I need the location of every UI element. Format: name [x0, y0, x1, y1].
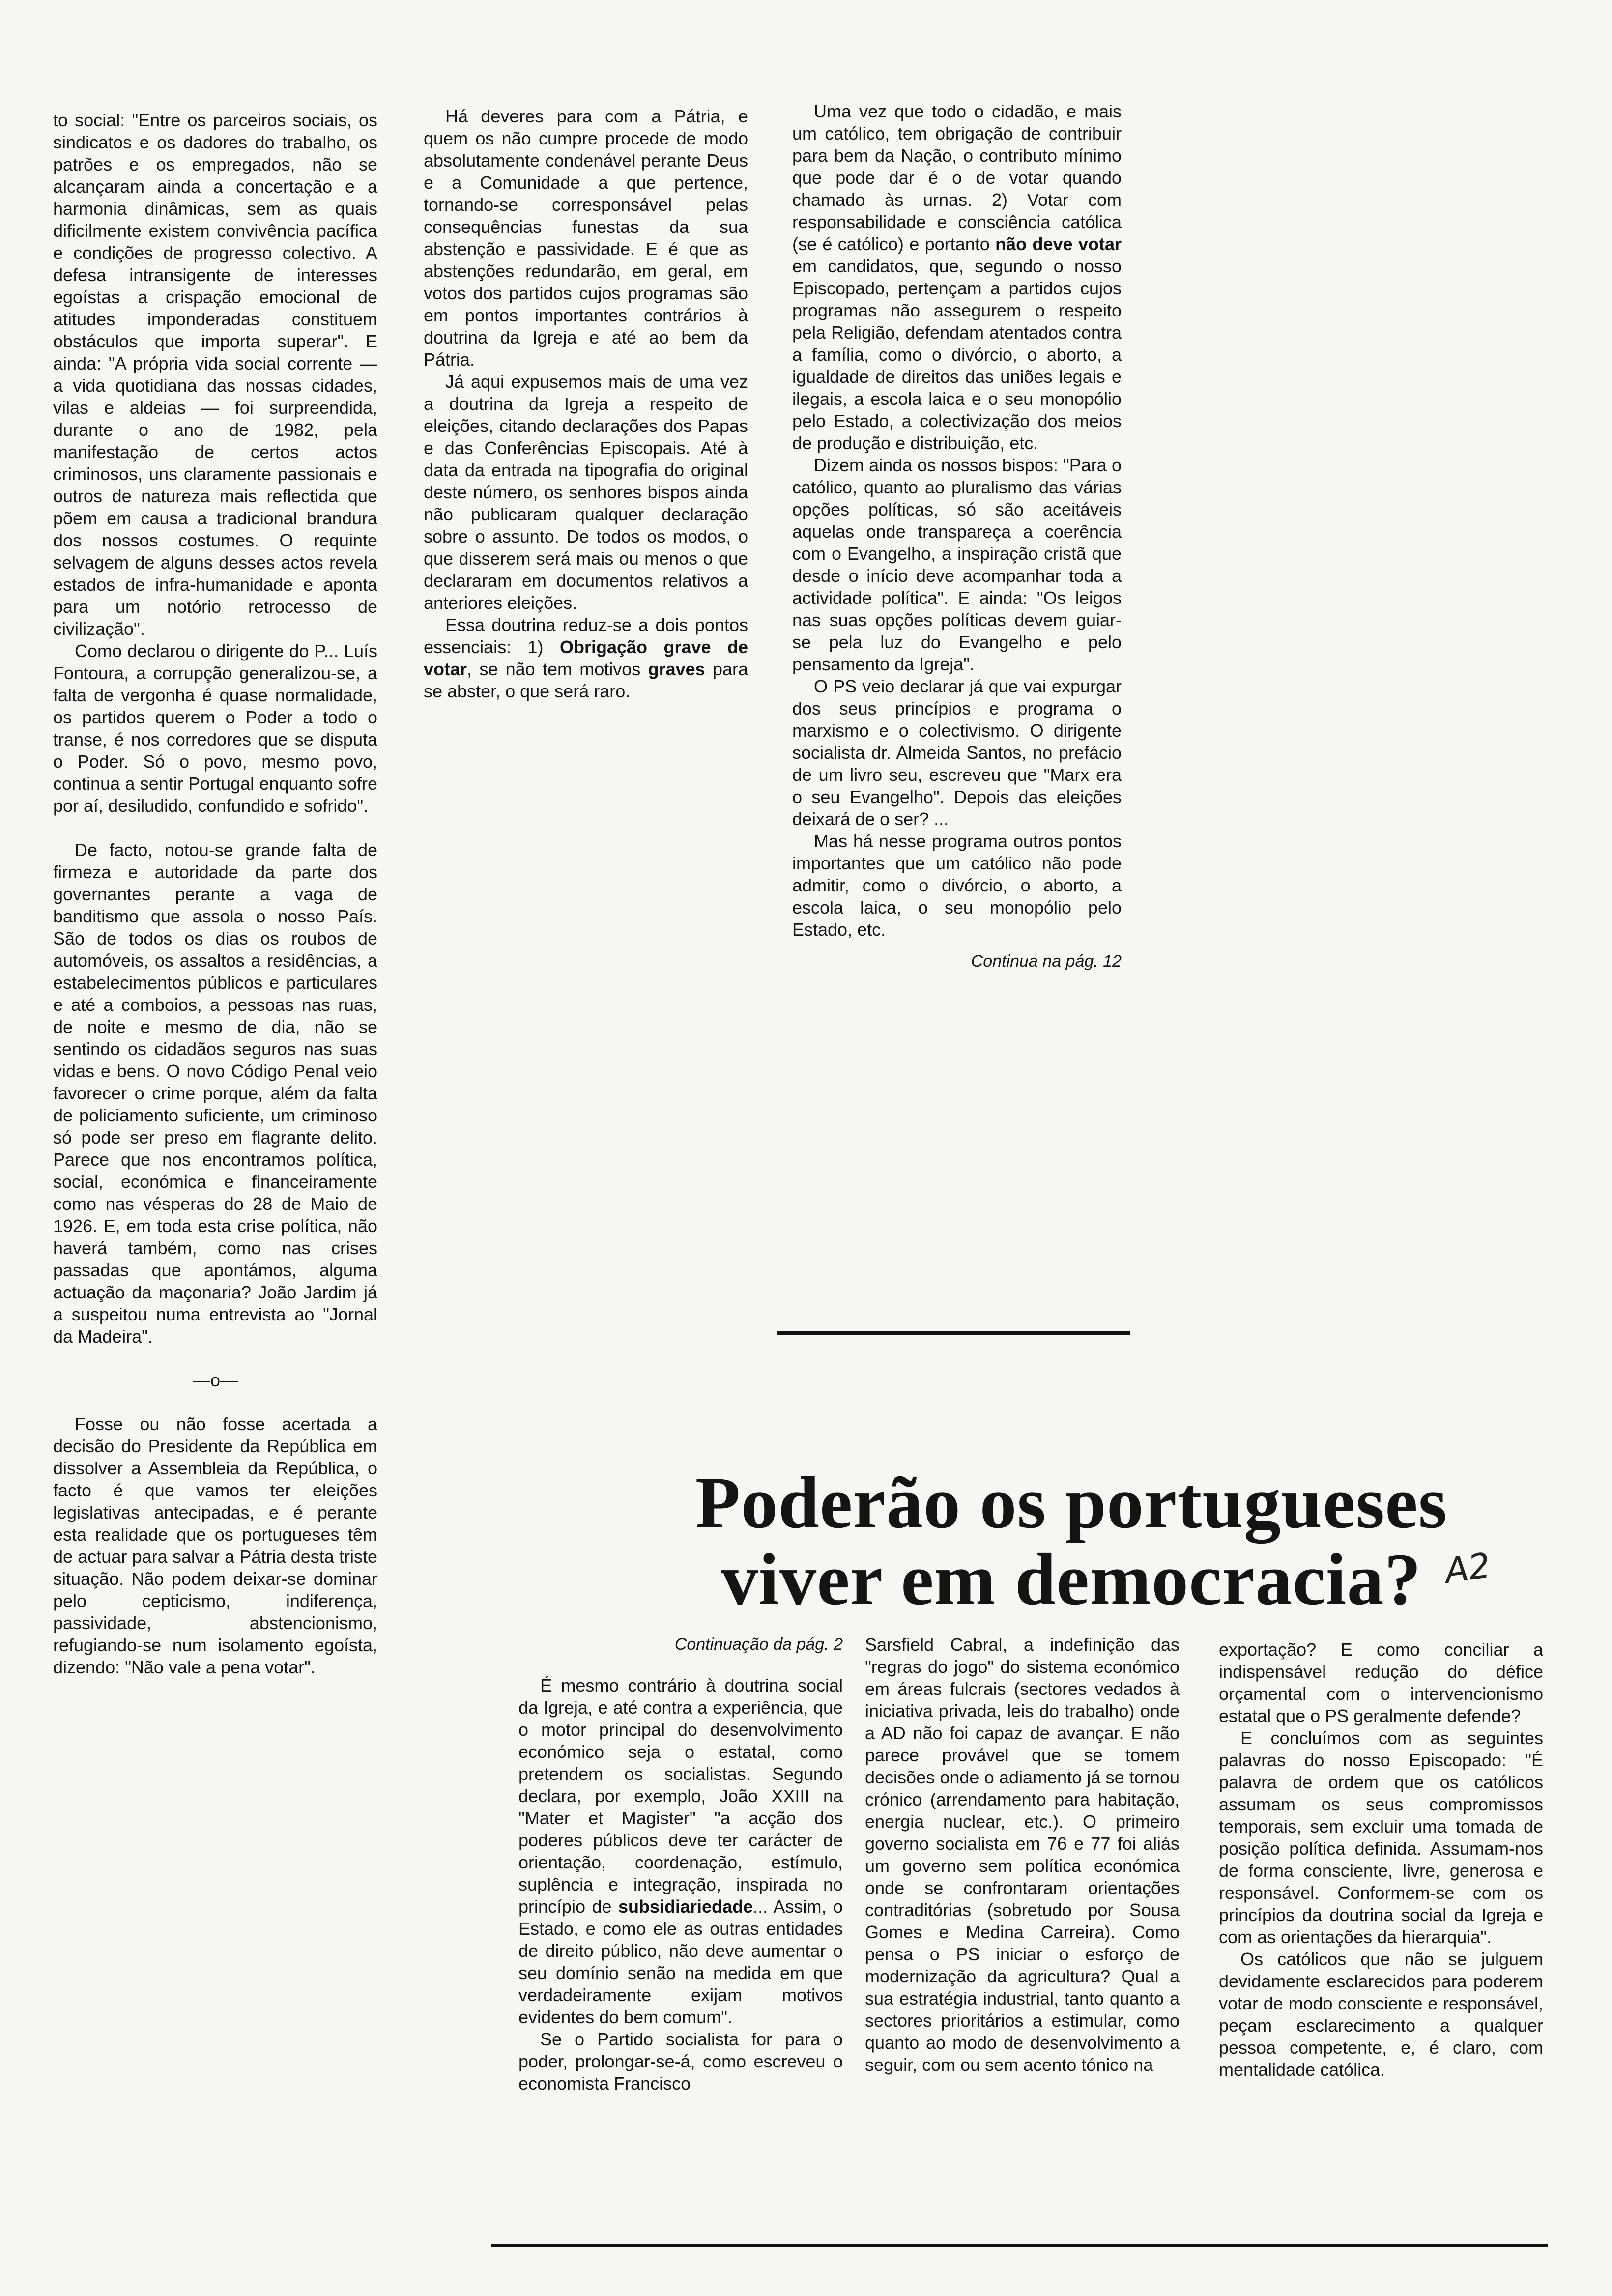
handwritten-mark: A2 [1442, 1545, 1493, 1592]
column-end-rule [777, 1331, 1130, 1335]
col3-paragraph-3: O PS veio declarar já que vai expurgar dos seus princípios e programa o marxismo e o colectivismo. O dirigente socialista dr. Almeida Santos, no prefácio de um livro seu, escreveu que "Marx era o seu Evangelho". Depois das eleições deixará de o ser? ... [792, 676, 1122, 829]
continued-from-note: Continuação da pág. 2 [674, 1635, 843, 1654]
section-separator: —o— [192, 1370, 238, 1390]
col3-paragraph-2: Dizem ainda os nossos bispos: "Para o católico, quanto ao pluralismo das várias opções políticas, só são aceitáveis aquelas onde transpareça a coerência com o Evangelho, a inspiração cristã que desde o início deve acompanhar toda a actividade política". E ainda: "Os leigos nas suas opções políticas devem guiar-se pela luz do Evangelho e pelo pensamento da Igreja". [792, 455, 1122, 674]
article2-column-b [865, 1634, 1180, 2076]
article2-paragraph-5: E concluímos com as seguintes palavras do nosso Episcopado: "É palavra de ordem que os católicos assumam os seus compromissos temporais, sem excluir uma tomada de posição política definida. Assumam-nos de forma consciente, livre, generosa e responsável. Conformem-se com os princípios da doutrina social da Igreja e com as orientações da hierarquia". [1219, 1728, 1543, 1947]
article2-paragraph-3: Sarsfield Cabral, a indefinição das "regras do jogo" do sistema económico em áreas fulcrais (sectores vedados à iniciativa privada, leis do trabalho) onde a AD não foi capaz de avançar. E não parece provável que se tomem decisões onde o adiamento já se tornou crónico (arrendamento para habitação, energia nuclear, etc.). O primeiro governo socialista em 76 e 77 foi aliás um governo sem política económica onde se confrontaram orientações contraditórias (sobretudo por Sousa Gomes e Medina Carreira). Como pensa o PS iniciar o esforço de modernização da agricultura? Qual a sua estratégia industrial, tanto quanto a sectores prioritários a estimular, como quanto ao modo de desenvolvimento a seguir, com ou sem acento tónico na [865, 1635, 1180, 2075]
article2-paragraph-2: Se o Partido socialista for para o poder, prolongar-se-á, como escreveu o economista Francisco [518, 2029, 843, 2094]
column-3 [792, 100, 1122, 973]
column-2 [424, 105, 748, 702]
headline-line-2: viver em democracia? [721, 1539, 1422, 1620]
col2-paragraph-1: Há deveres para com a Pátria, e quem os não cumpre procede de modo absolutamente condenável perante Deus e a Comunidade a que pertence, tornando-se corresponsável pelas consequências funestas da sua abstenção e passividade. E é que as abstenções redundarão, em geral, em votos dos partidos cujos programas são em pontos importantes contrários à doutrina da Igreja e até ao bem da Pátria. [424, 106, 748, 370]
col1-paragraph-2: Como declarou o dirigente do P... Luís Fontoura, a corrupção generalizou-se, a falta de vergonha é quase normalidade, os partidos querem o Poder a todo o transe, é nos corredores que se disputa o Poder. Só o povo, mesmo povo, continua a sentir Portugal enquanto sofre por aí, desiludido, confundido e sofrido". [53, 641, 377, 816]
continued-note: Continua na pág. 12 [971, 952, 1122, 971]
article-headline [585, 1464, 1558, 1618]
article2-paragraph-4: exportação? E como conciliar a indispensável redução do défice orçamental com o intervencionismo estatal que o PS geralmente defende? [1219, 1639, 1543, 1726]
article2-column-c [1219, 1638, 1543, 2081]
col2-paragraph-3: Essa doutrina reduz-se a dois pontos essenciais: 1) Obrigação grave de votar, se não tem motivos graves para se abster, o que será raro. [424, 615, 748, 701]
article2-paragraph-6: Os católicos que não se julguem devidamente esclarecidos para poderem votar de modo consciente e responsável, peçam esclarecimento a qualquer pessoa competente, e, é claro, com mentalidade católica. [1219, 1949, 1543, 2080]
article2-column-a [518, 1634, 843, 2095]
article2-paragraph-1: É mesmo contrário à doutrina social da Igreja, e até contra a experiência, que o motor principal do desenvolvimento económico seja o estatal, como pretendem os socialistas. Segundo declara, por exemplo, João XXIII na "Mater et Magister" "a acção dos poderes públicos deve ter carácter de orientação, coordenação, estímulo, suplência e integração, inspirada no princípio de subsidiariedade... Assim, o Estado, e como ele as outras entidades de direito público, não deve aumentar o seu domínio senão na medida em que verdadeiramente exijam motivos evidentes do bem comum". [518, 1675, 843, 2027]
column-1 [53, 109, 377, 1678]
headline-line-1: Poderão os portugueses [695, 1462, 1448, 1544]
col1-paragraph-1: to social: "Entre os parceiros sociais, os sindicatos e os dadores do trabalho, os patrões e os empregados, não se alcançaram ainda a concertação e a harmonia dinâmicas, sem as quais dificilmente existem convivência pacífica e condições de progresso colectivo. A defesa intransigente de interesses egoístas a crispação emocional de atitudes imponderadas constituem obstáculos que importa superar". E ainda: "A própria vida social corrente — a vida quotidiana das nossas cidades, vilas e aldeias — foi surpreendida, durante o ano de 1982, pela manifestação de certos actos criminosos, uns claramente passionais e outros de natureza mais reflectida que põem em causa a tradicional brandura dos nossos costumes. O requinte selvagem de alguns desses actos revela estados de infra-humanidade e aponta para um notório retrocesso de civilização". [53, 110, 377, 639]
col1-paragraph-4: Fosse ou não fosse acertada a decisão do Presidente da República em dissolver a Assembleia da República, o facto é que vamos ter eleições legislativas antecipadas, e é perante esta realidade que os portugueses têm de actuar para salvar a Pátria desta triste situação. Não podem deixar-se dominar pelo cepticismo, indiferença, passividade, abstencionismo, refugiando-se num isolamento egoísta, dizendo: "Não vale a pena votar". [53, 1414, 377, 1677]
col1-paragraph-3: De facto, notou-se grande falta de firmeza e autoridade da parte dos governantes perante a vaga de banditismo que assola o nosso País. São de todos os dias os roubos de automóveis, os assaltos a residências, a estabelecimentos públicos e particulares e até a comboios, a pessoas nas ruas, de noite e mesmo de dia, não se sentindo os cidadãos seguros nas suas vidas e bens. O novo Código Penal veio favorecer o crime porque, além da falta de policiamento suficiente, um criminoso só pode ser preso em flagrante delito. Parece que nos encontramos política, social, económica e financeiramente como nas vésperas do 28 de Maio de 1926. E, em toda esta crise política, não haverá também, como nas crises passadas que apontámos, alguma actuação da maçonaria? João Jardim já a suspeitou numa entrevista ao "Jornal da Madeira". [53, 840, 377, 1347]
col2-paragraph-2: Já aqui expusemos mais de uma vez a doutrina da Igreja a respeito de eleições, citando declarações dos Papas e das Conferências Episcopais. Até à data da entrada na tipografia do original deste número, os senhores bispos ainda não publicaram qualquer declaração sobre o assunto. De todos os modos, o que disserem será mais ou menos o que declararam em documentos relativos a anteriores eleições. [424, 372, 748, 613]
article-end-rule [491, 2244, 1548, 2247]
col3-paragraph-1: Uma vez que todo o cidadão, e mais um católico, tem obrigação de contribuir para bem da Nação, o contributo mínimo que pode dar é o de votar quando chamado às urnas. 2) Votar com responsabilidade e consciência católica (se é católico) e portanto não deve votar em candidatos, que, segundo o nosso Episcopado, pertençam a partidos cujos programas não assegurem o respeito pela Religião, defendam atentados contra a família, como o divórcio, o aborto, a igualdade de direitos das uniões legais e ilegais, a escola laica e o seu monopólio pelo Estado, a colectivização dos meios de produção e distribuição, etc. [792, 101, 1122, 453]
col3-paragraph-4: Mas há nesse programa outros pontos importantes que um católico não pode admitir, como o divórcio, o aborto, a escola laica, o seu monopólio pelo Estado, etc. [792, 831, 1122, 940]
